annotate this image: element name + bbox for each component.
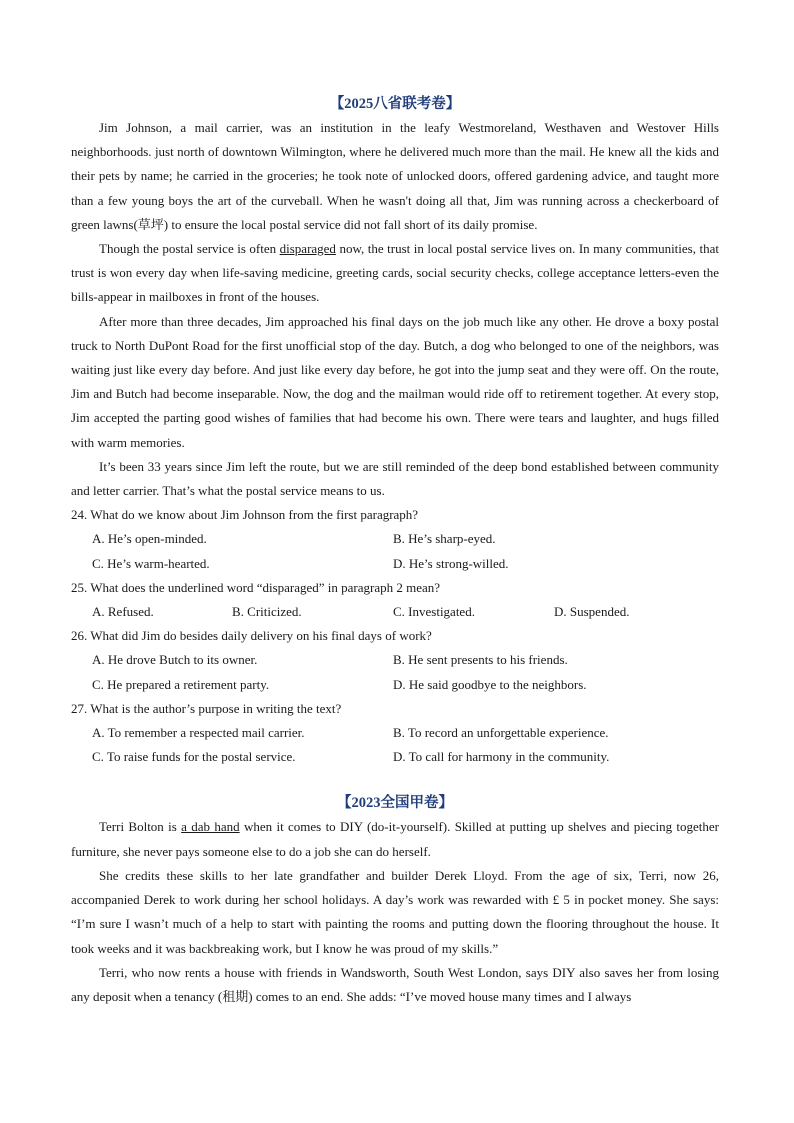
underlined-phrase-dab-hand: a dab hand	[181, 819, 240, 835]
option: A. To remember a respected mail carrier.	[92, 725, 305, 741]
passage1-paragraph-1: Jim Johnson, a mail carrier, was an institution in the leafy Westmoreland, Westhaven and Westover Hills neighborhoods. just north of downtown Wilmington, where he delivered much more than the mail. He knew all the kids and their pets by name; he carried in the groceries; he took note of unlocked doors, offered gardening advice, and taught more than a few young boys the art of the curveball. When he wasn't doing all that, Jim was running across a checkerboard of green lawns(草坪) to ensure the local postal service did not fall short of its daily promise.	[71, 120, 719, 232]
p2-text-before: Though the postal service is often	[99, 241, 280, 257]
passage2-paragraph-1	[71, 815, 719, 863]
option: C. To raise funds for the postal service.	[92, 749, 296, 765]
section-heading-2025: 【2025八省联考卷】	[329, 96, 461, 112]
question-25: 25. What does the underlined word “disparaged” in paragraph 2 mean?	[71, 579, 441, 595]
section-heading-2023: 【2023全国甲卷】	[337, 795, 453, 812]
option: B. To record an unforgettable experience.	[393, 725, 609, 741]
option: D. To call for harmony in the community.	[393, 749, 610, 765]
p1-text-before: Terri Bolton is	[99, 819, 182, 835]
option: C. He’s warm-hearted.	[92, 555, 210, 571]
question-26: 26. What did Jim do besides daily delivery on his final days of work?	[71, 628, 432, 644]
question-24: 24. What do we know about Jim Johnson from the first paragraph?	[71, 507, 419, 523]
option: C. He prepared a retirement party.	[92, 676, 270, 692]
option: D. He’s strong-willed.	[393, 555, 509, 571]
question-27: 27. What is the author’s purpose in writing the text?	[71, 700, 342, 716]
passage2-paragraph-2: She credits these skills to her late grandfather and builder Derek Lloyd. From the age of six, Terri, now 26, accompanied Derek to work during her school holidays. A day’s work was rewarded with £ 5 in pocket money. She says: “I’m sure I wasn’t much of a help to start with painting the rooms and putting down the flooring throughout the house. It took weeks and it was backbreaking work, but I know he was proud of my skills.”	[71, 867, 719, 956]
document-page	[71, 92, 719, 1009]
option: D. Suspended.	[554, 604, 630, 620]
option: C. Investigated.	[393, 604, 475, 620]
question-27-options	[71, 721, 719, 769]
p1-text-after: when it comes to DIY (do-it-yourself). Skilled at putting up shelves and piecing together furniture, she never pays someone else to do a job she can do herself.	[71, 819, 720, 859]
passage1-paragraph-2	[71, 237, 719, 310]
option: B. He’s sharp-eyed.	[393, 531, 496, 547]
option: D. He said goodbye to the neighbors.	[393, 676, 587, 692]
option: A. He drove Butch to its owner.	[92, 652, 258, 668]
question-24-options	[71, 527, 719, 575]
option: B. Criticized.	[232, 604, 302, 620]
passage2-paragraph-3: Terri, who now rents a house with friends in Wandsworth, South West London, says DIY also saves her from losing any deposit when a tenancy (租期) comes to an end. She adds: “I’ve moved house many times and I always	[71, 964, 719, 1004]
passage1-paragraph-3: After more than three decades, Jim approached his final days on the job much like any other. He drove a boxy postal truck to North DuPont Road for the first unofficial stop of the day. Butch, a dog who belonged to one of the neighbors, was waiting just like every day before. And just like every day before, he got into the jump seat and they were off. On the route, Jim and Butch had become inseparable. Now, the dog and the mailman would ride off to retirement together. At every stop, Jim accepted the parting good wishes of families that had become his own. There were tears and laughter, and hugs filled with warm memories.	[71, 313, 719, 450]
option: A. He’s open-minded.	[92, 531, 207, 547]
option: A. Refused.	[92, 604, 154, 620]
question-25-options	[71, 600, 719, 624]
question-26-options	[71, 648, 719, 696]
p2-text-after: now, the trust in local postal service lives on. In many communities, that trust is won every day when life-saving medicine, greeting cards, social security checks, college acceptance letters-even the bills-appear in mailboxes in front of the houses.	[71, 241, 719, 305]
underlined-word-disparaged: disparaged	[279, 241, 336, 257]
option: B. He sent presents to his friends.	[393, 652, 568, 668]
passage1-paragraph-4: It’s been 33 years since Jim left the route, but we are still reminded of the deep bond established between community and letter carrier. That’s what the postal service means to us.	[71, 458, 719, 499]
